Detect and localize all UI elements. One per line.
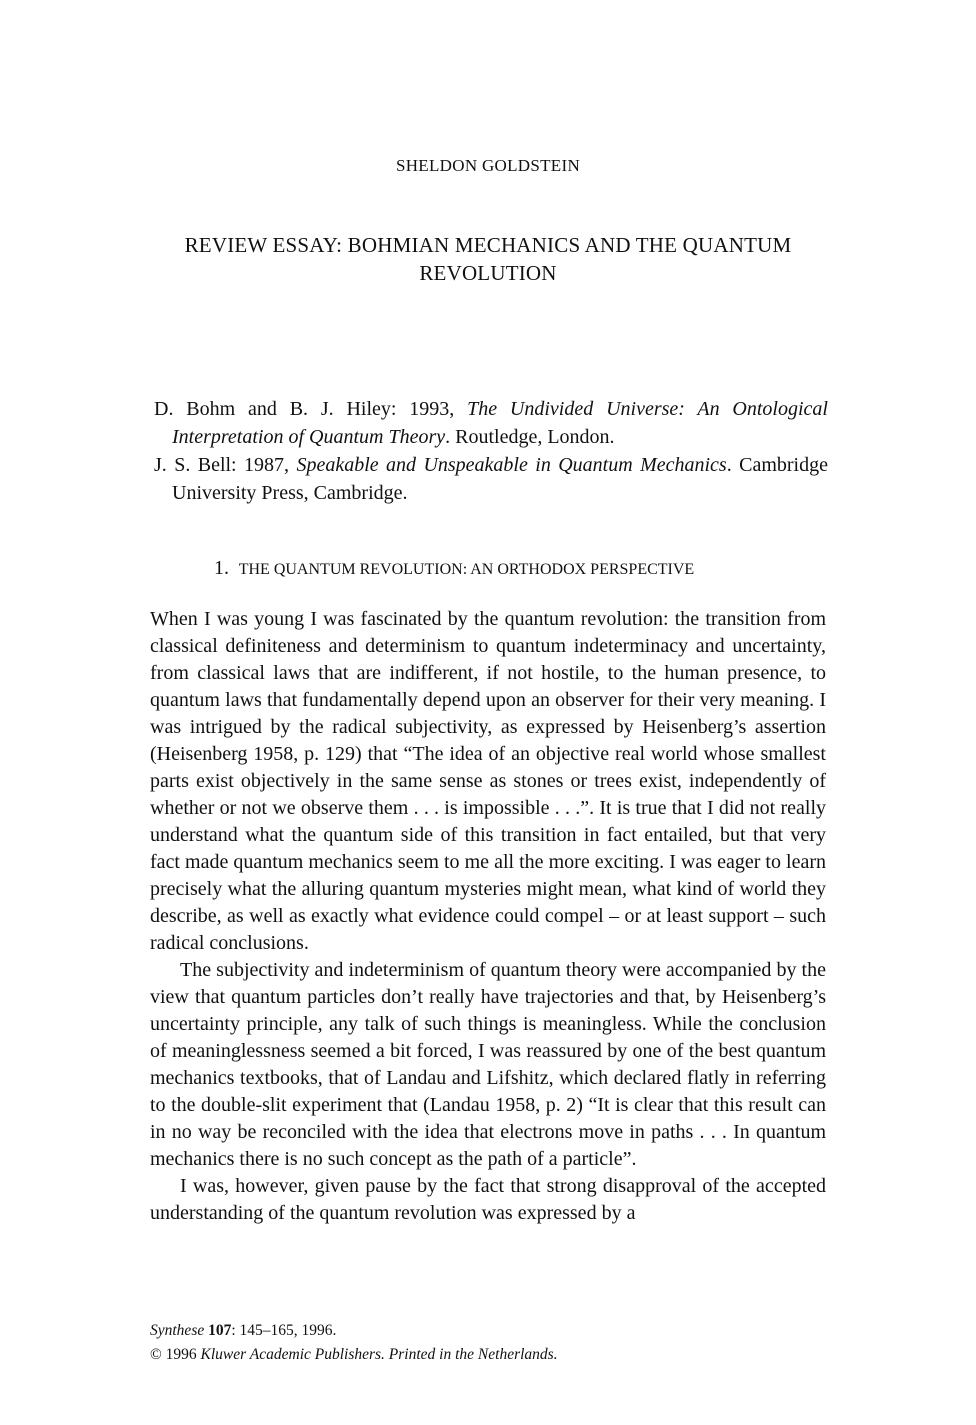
essay-title: REVIEW ESSAY: BOHMIAN MECHANICS AND THE QUANTUM REVOLUTION bbox=[184, 233, 792, 285]
body-text bbox=[150, 606, 826, 1227]
section-number: 1. bbox=[214, 557, 229, 579]
reviewed-books bbox=[154, 395, 828, 507]
paragraph: I was, however, given pause by the fact that strong disapproval of the accepted understanding of the quantum revolution was expressed by a bbox=[150, 1175, 826, 1224]
author-name: SHELDON GOLDSTEIN bbox=[395, 156, 581, 175]
paragraph: When I was young I was fascinated by the quantum revolution: the transition from classical definiteness and determinism to quantum indeterminacy and uncertainty, from classical laws that are indifferent, if not hostile, to the human presence, to quantum laws that fundamentally depend upon an observer for their very meaning. I was intrigued by the radical subjectivity, as expressed by Heisenberg’s assertion (Heisenberg 1958, p. 129) that “The idea of an objective real world whose smallest parts exist objectively in the same sense as stones or trees exist, independently of whether or not we observe them . . . is impossible . . .”. It is true that I did not really understand what the quantum side of this transition in fact entailed, but that very fact made quantum mechanics seem to me all the more exciting. I was eager to learn precisely what the alluring quantum mysteries might mean, what kind of world they describe, as well as exactly what evidence could compel – or at least support – such radical conclusions. bbox=[150, 608, 826, 954]
section-title: THE QUANTUM REVOLUTION: AN ORTHODOX PERSPECTIVE bbox=[238, 561, 695, 578]
reference-item: J. S. Bell: 1987, Speakable and Unspeakable in Quantum Mechanics. Cambridge University Press, Cambridge. bbox=[154, 454, 828, 504]
reference-item: D. Bohm and B. J. Hiley: 1993, The Undivided Universe: An Ontological Interpretation of Quantum Theory. Routledge, London. bbox=[154, 398, 828, 448]
paragraph: The subjectivity and indeterminism of quantum theory were accompanied by the view that quantum particles don’t really have trajectories and that, by Heisenberg’s uncertainty principle, any talk of such things is meaningless. While the conclusion of meaninglessness seemed a bit forced, I was reassured by one of the best quantum mechanics textbooks, that of Landau and Lifshitz, which declared flatly in referring to the double-slit experiment that (Landau 1958, p. 2) “It is clear that this result can in no way be reconciled with the idea that electrons move in paths . . . In quantum mechanics there is no such concept as the path of a particle”. bbox=[150, 959, 826, 1170]
journal-citation: Synthese 107: 145–165, 1996. bbox=[150, 1322, 337, 1339]
section-heading bbox=[214, 557, 854, 580]
copyright-line: © 1996 Kluwer Academic Publishers. Printed in the Netherlands. bbox=[150, 1346, 558, 1363]
page-footer bbox=[150, 1319, 830, 1367]
